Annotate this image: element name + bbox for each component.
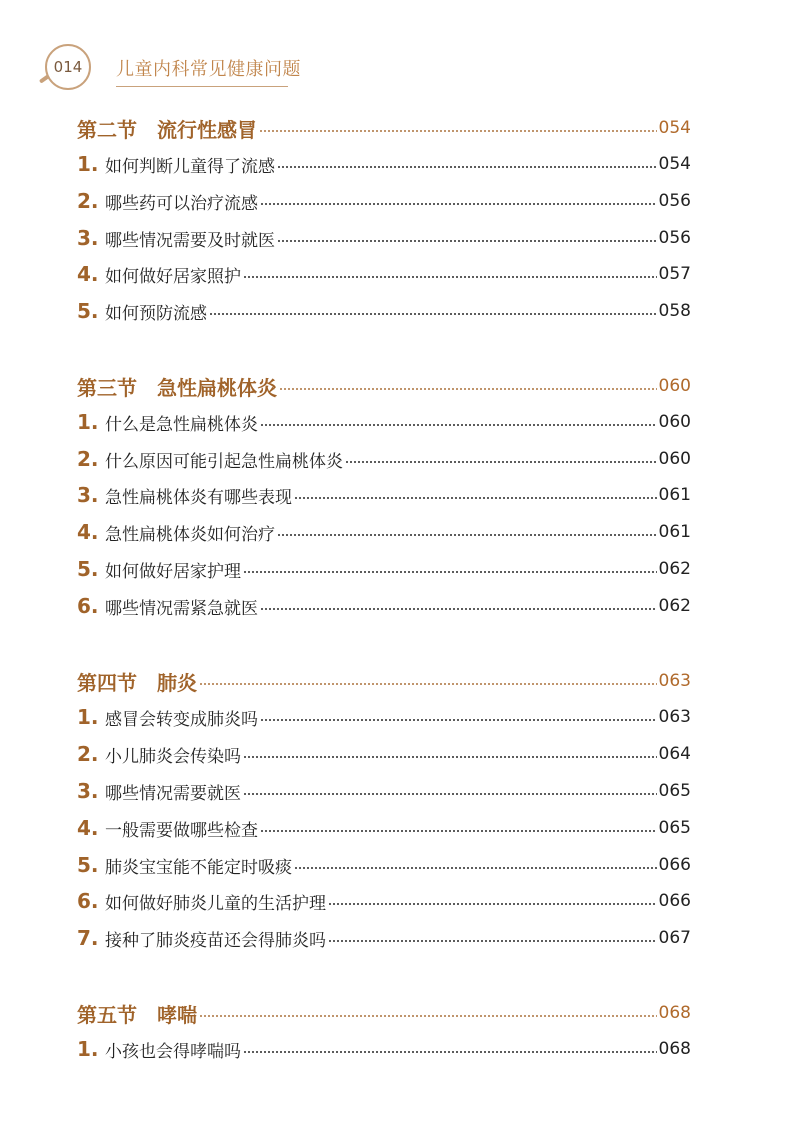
entry-label: 什么原因可能引起急性扁桃体炎 — [105, 451, 343, 472]
dot-leader — [277, 240, 657, 242]
entry-number: 5. — [77, 557, 99, 581]
dot-leader — [259, 130, 657, 132]
entry-number: 1. — [77, 410, 99, 434]
dot-leader — [199, 1015, 657, 1017]
entry-number: 5. — [77, 299, 99, 323]
section-title: 第五节 哮喘 — [77, 1002, 197, 1027]
dot-leader — [243, 571, 657, 573]
entry-number: 4. — [77, 520, 99, 544]
entry-page: 062 — [658, 596, 691, 616]
entry-number: 4. — [77, 816, 99, 840]
entry-label: 如何预防流感 — [105, 303, 207, 324]
entry-number: 1. — [77, 1037, 99, 1061]
toc-entry[interactable] — [77, 924, 691, 952]
toc-entry[interactable] — [77, 518, 691, 546]
entry-number: 6. — [77, 889, 99, 913]
entry-page: 054 — [658, 154, 691, 174]
toc-entry[interactable] — [77, 187, 691, 215]
toc-section-heading[interactable] — [77, 114, 691, 142]
entry-page: 061 — [658, 485, 691, 505]
dot-leader — [260, 608, 657, 610]
dot-leader — [260, 424, 657, 426]
dot-leader — [243, 793, 657, 795]
dot-leader — [243, 1051, 657, 1053]
dot-leader — [328, 940, 657, 942]
entry-label: 一般需要做哪些检查 — [105, 820, 258, 841]
entry-label: 如何判断儿童得了流感 — [105, 156, 275, 177]
page-number: 014 — [45, 44, 91, 90]
toc-entry[interactable] — [77, 740, 691, 768]
entry-page: 065 — [658, 781, 691, 801]
toc-entry[interactable] — [77, 297, 691, 325]
entry-page: 068 — [658, 1039, 691, 1059]
entry-page: 064 — [658, 744, 691, 764]
toc-section-heading[interactable] — [77, 999, 691, 1027]
dot-leader — [328, 903, 657, 905]
entry-page: 056 — [658, 191, 691, 211]
entry-page: 066 — [658, 891, 691, 911]
dot-leader — [279, 388, 657, 390]
dot-leader — [277, 534, 657, 536]
section-title: 第二节 流行性感冒 — [77, 117, 257, 142]
toc-entry[interactable] — [77, 150, 691, 178]
section-page: 068 — [658, 1003, 691, 1023]
toc-entry[interactable] — [77, 408, 691, 436]
entry-page: 056 — [658, 228, 691, 248]
entry-number: 1. — [77, 705, 99, 729]
entry-number: 3. — [77, 483, 99, 507]
entry-label: 哪些药可以治疗流感 — [105, 193, 258, 214]
entry-page: 065 — [658, 818, 691, 838]
entry-number: 2. — [77, 447, 99, 471]
dot-leader — [294, 497, 657, 499]
entry-page: 062 — [658, 559, 691, 579]
toc-entry[interactable] — [77, 1035, 691, 1063]
dot-leader — [260, 830, 657, 832]
entry-page: 066 — [658, 855, 691, 875]
entry-page: 060 — [658, 412, 691, 432]
section-page: 063 — [658, 671, 691, 691]
entry-label: 哪些情况需要及时就医 — [105, 230, 275, 251]
entry-page: 067 — [658, 928, 691, 948]
dot-leader — [199, 683, 657, 685]
dot-leader — [277, 166, 657, 168]
entry-number: 7. — [77, 926, 99, 950]
toc-entry[interactable] — [77, 260, 691, 288]
toc-entry[interactable] — [77, 555, 691, 583]
toc-section-heading[interactable] — [77, 667, 691, 695]
entry-number: 6. — [77, 594, 99, 618]
entry-number: 4. — [77, 262, 99, 286]
entry-number: 3. — [77, 779, 99, 803]
entry-label: 小儿肺炎会传染吗 — [105, 746, 241, 767]
dot-leader — [260, 719, 657, 721]
toc-entry[interactable] — [77, 703, 691, 731]
entry-label: 什么是急性扁桃体炎 — [105, 414, 258, 435]
entry-label: 急性扁桃体炎如何治疗 — [105, 524, 275, 545]
entry-label: 哪些情况需要就医 — [105, 783, 241, 804]
entry-label: 哪些情况需紧急就医 — [105, 598, 258, 619]
dot-leader — [209, 313, 657, 315]
toc-entry[interactable] — [77, 777, 691, 805]
entry-label: 小孩也会得哮喘吗 — [105, 1041, 241, 1062]
toc-entry[interactable] — [77, 224, 691, 252]
entry-label: 肺炎宝宝能不能定时吸痰 — [105, 857, 292, 878]
entry-label: 如何做好居家照护 — [105, 266, 241, 287]
entry-number: 1. — [77, 152, 99, 176]
entry-label: 感冒会转变成肺炎吗 — [105, 709, 258, 730]
toc-entry[interactable] — [77, 481, 691, 509]
toc-entry[interactable] — [77, 887, 691, 915]
section-title: 第四节 肺炎 — [77, 670, 197, 695]
dot-leader — [260, 203, 657, 205]
entry-number: 3. — [77, 226, 99, 250]
toc-section-heading[interactable] — [77, 372, 691, 400]
dot-leader — [294, 867, 657, 869]
dot-leader — [243, 276, 657, 278]
toc-entry[interactable] — [77, 851, 691, 879]
toc-entry[interactable] — [77, 445, 691, 473]
entry-page: 058 — [658, 301, 691, 321]
entry-label: 急性扁桃体炎有哪些表现 — [105, 487, 292, 508]
section-title: 第三节 急性扁桃体炎 — [77, 375, 277, 400]
entry-page: 057 — [658, 264, 691, 284]
entry-number: 5. — [77, 853, 99, 877]
entry-label: 接种了肺炎疫苗还会得肺炎吗 — [105, 930, 326, 951]
entry-number: 2. — [77, 189, 99, 213]
entry-page: 060 — [658, 449, 691, 469]
entry-page: 063 — [658, 707, 691, 727]
entry-label: 如何做好肺炎儿童的生活护理 — [105, 893, 326, 914]
entry-label: 如何做好居家护理 — [105, 561, 241, 582]
section-page: 060 — [658, 376, 691, 396]
book-title: 儿童内科常见健康问题 — [116, 59, 301, 80]
entry-number: 2. — [77, 742, 99, 766]
toc-entry[interactable] — [77, 814, 691, 842]
dot-leader — [345, 461, 657, 463]
section-page: 054 — [658, 118, 691, 138]
entry-page: 061 — [658, 522, 691, 542]
toc-entry[interactable] — [77, 592, 691, 620]
dot-leader — [243, 756, 657, 758]
